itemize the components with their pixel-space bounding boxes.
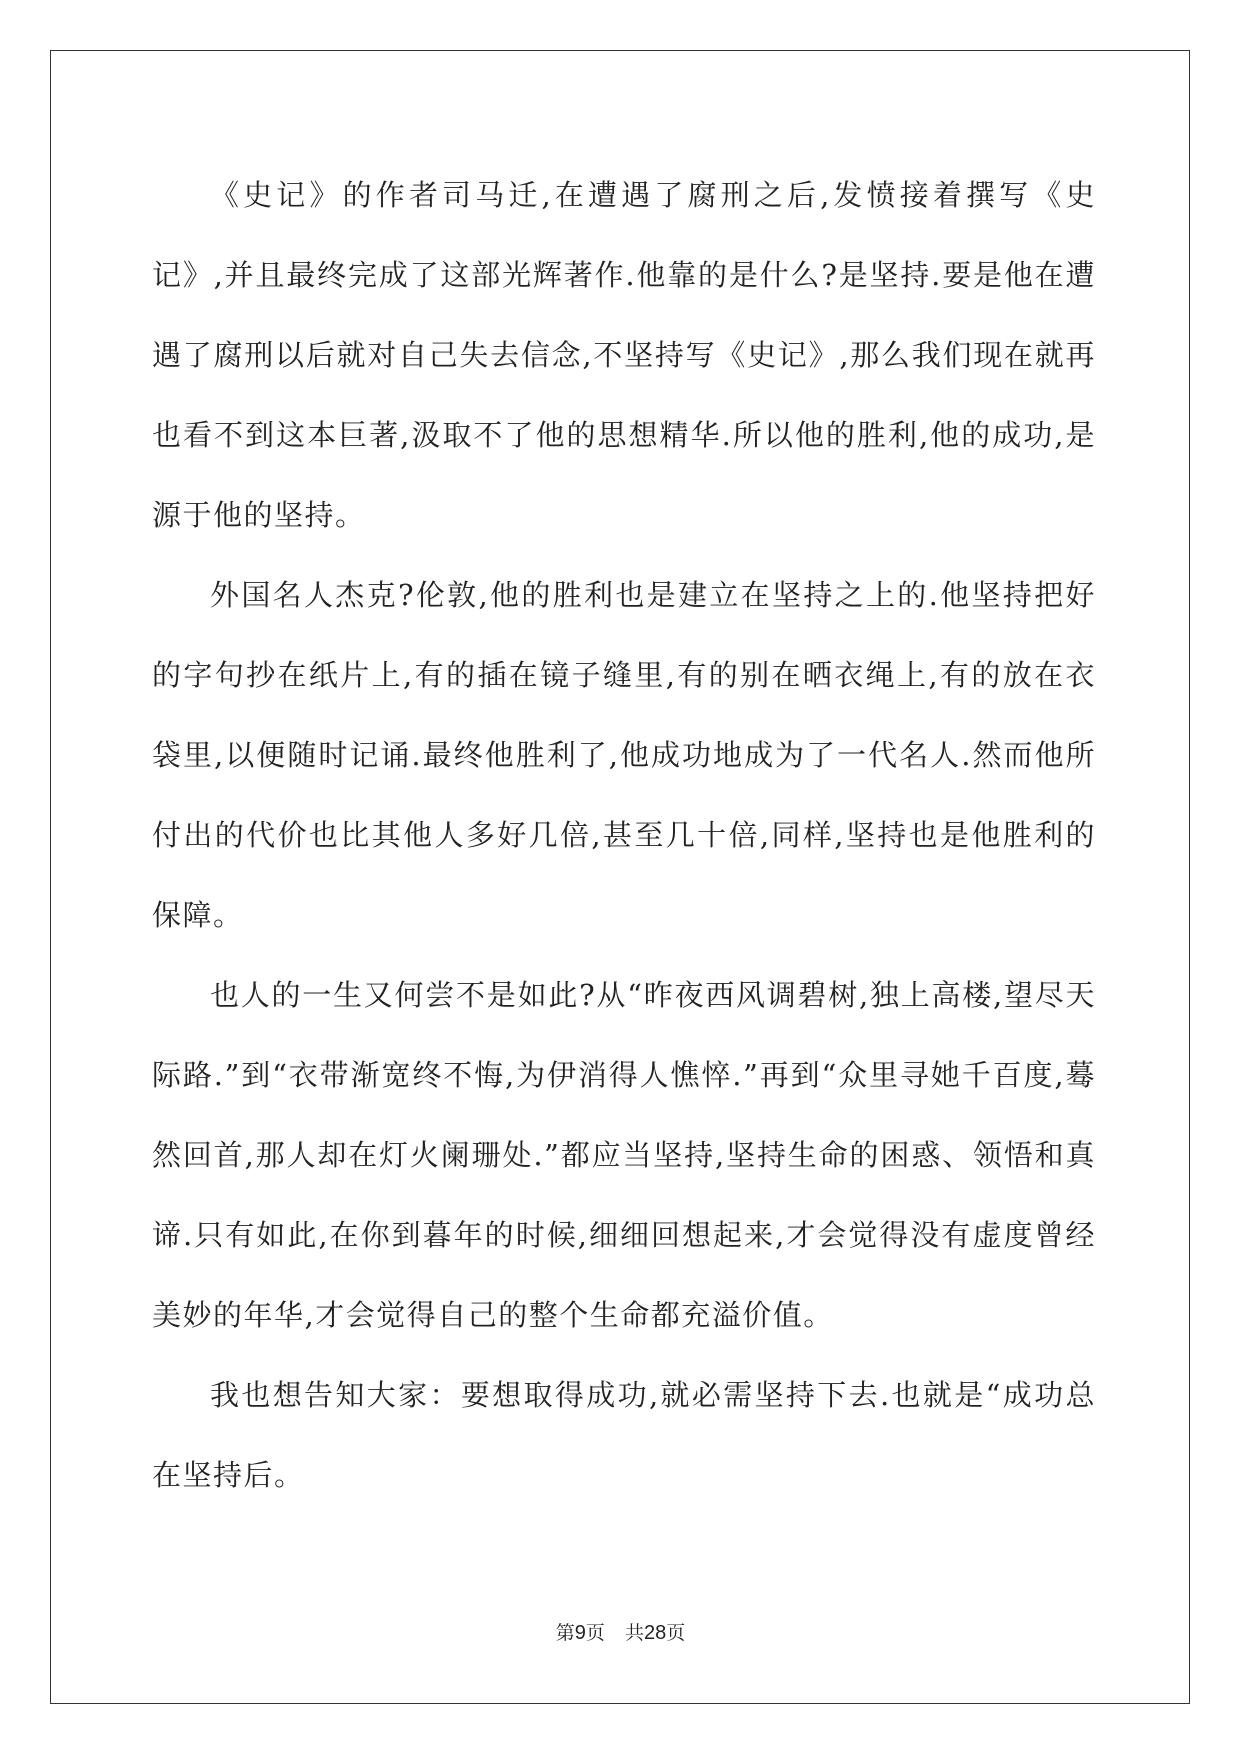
footer-page-prefix: 第 [555,1622,575,1644]
footer-total-suffix: 页 [666,1622,686,1644]
footer-total-pages: 28 [643,1622,667,1644]
paragraph-3: 也人的一生又何尝不是如此?从“昨夜西风调碧树,独上高楼,望尽天际路.”到“衣带渐宽终不悔,为伊消得人憔悴.”再到“众里寻她千百度,蓦然回首,那人却在灯火阑珊处.”都应当坚持,坚持生命的困惑、领悟和真谛.只有如此,在你到暮年的时候,细细回想起来,才会觉得没有虚度曾经美妙的年华,才会觉得自己的整个生命都充溢价值。 [152,978,1096,1332]
paragraph-4: 我也想告知大家：要想取得成功,就必需坚持下去.也就是“成功总在坚持后。 [152,1378,1096,1492]
document-body [152,155,1096,1515]
footer-total-prefix: 共 [624,1622,644,1644]
footer-page-number: 9 [574,1622,586,1644]
paragraph-2: 外国名人杰克?伦敦,他的胜利也是建立在坚持之上的.他坚持把好的字句抄在纸片上,有的插在镜子缝里,有的别在晒衣绳上,有的放在衣袋里,以便随时记诵.最终他胜利了,他成功地成为了一代名人.然而他所付出的代价也比其他人多好几倍,甚至几十倍,同样,坚持也是他胜利的保障。 [152,578,1096,932]
footer-page-suffix: 页 [585,1622,605,1644]
page-footer [0,1618,1241,1645]
paragraph-1: 《史记》的作者司马迁,在遭遇了腐刑之后,发愤接着撰写《史记》,并且最终完成了这部光辉著作.他靠的是什么?是坚持.要是他在遭遇了腐刑以后就对自己失去信念,不坚持写《史记》,那么我们现在就再也看不到这本巨著,汲取不了他的思想精华.所以他的胜利,他的成功,是源于他的坚持。 [152,178,1096,532]
